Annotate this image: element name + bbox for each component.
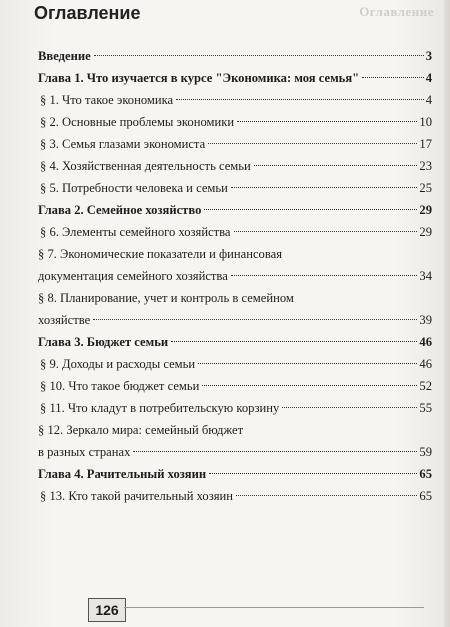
toc-entry-label: хозяйстве <box>38 313 91 327</box>
dot-leader <box>202 385 417 386</box>
dot-leader <box>236 495 417 496</box>
dot-leader <box>231 275 418 276</box>
toc-entry-section-13[interactable] <box>38 485 432 507</box>
toc-entry-label: § 6. Элементы семейного хозяйства <box>40 225 231 239</box>
dot-leader <box>362 77 424 78</box>
toc-entry-page: 55 <box>419 401 432 415</box>
toc-entry-page: 39 <box>419 313 432 327</box>
dot-leader <box>254 165 418 166</box>
toc-entry-section-2[interactable] <box>38 111 432 133</box>
toc-entry-label: § 10. Что такое бюджет семьи <box>40 379 200 393</box>
toc-entry-page: 29 <box>419 225 432 239</box>
toc-entry-section-10[interactable] <box>38 375 432 397</box>
toc-entry-label: документация семейного хозяйства <box>38 269 228 283</box>
dot-leader <box>93 319 417 320</box>
toc-entry-page: 29 <box>419 203 432 217</box>
toc-entry-page: 4 <box>425 93 432 107</box>
toc-entry-label: Глава 1. Что изучается в курсе "Экономика: моя семья" <box>38 71 360 85</box>
toc-entry-chapter-4[interactable] <box>38 463 432 485</box>
toc-entry-label: § 4. Хозяйственная деятельность семьи <box>40 159 251 173</box>
toc-entry-label-first-line: § 8. Планирование, учет и контроль в семейном <box>38 291 294 305</box>
dot-leader <box>234 231 418 232</box>
toc-entry-chapter-2[interactable] <box>38 199 432 221</box>
toc-entry-label: в разных странах <box>38 445 131 459</box>
page-number: 126 <box>88 598 126 622</box>
toc-entry-section-5[interactable] <box>38 177 432 199</box>
toc-entry-label: Введение <box>38 49 91 63</box>
toc-entry-page: 23 <box>419 159 432 173</box>
dot-leader <box>208 143 417 144</box>
toc-entry-label: Глава 4. Рачительный хозяин <box>38 467 207 481</box>
dot-leader <box>204 209 417 210</box>
toc-entry-intro[interactable] <box>38 45 432 67</box>
toc-entry-label: Глава 2. Семейное хозяйство <box>38 203 202 217</box>
toc-entry-chapter-1[interactable] <box>38 67 432 89</box>
toc-entry-section-6[interactable] <box>38 221 432 243</box>
page-title: Оглавление <box>34 3 141 23</box>
page-edge-shadow <box>444 0 450 627</box>
toc-entry-label: § 9. Доходы и расходы семьи <box>40 357 196 371</box>
toc-entry-section-8[interactable] <box>38 287 432 331</box>
toc-entry-section-9[interactable] <box>38 353 432 375</box>
dot-leader <box>231 187 418 188</box>
toc-entry-label: § 13. Кто такой рачительный хозяин <box>40 489 233 503</box>
toc-entry-section-12[interactable] <box>38 419 432 463</box>
toc-entry-page: 34 <box>419 269 432 283</box>
toc-entry-page: 65 <box>419 489 432 503</box>
toc-entry-label: § 3. Семья глазами экономиста <box>40 137 206 151</box>
dot-leader <box>282 407 417 408</box>
toc-entry-label: § 5. Потребности человека и семьи <box>40 181 228 195</box>
toc-entry-page: 25 <box>419 181 432 195</box>
table-of-contents <box>38 45 432 507</box>
dot-leader <box>171 341 417 342</box>
dot-leader <box>94 55 424 56</box>
dot-leader <box>237 121 417 122</box>
toc-entry-page: 65 <box>419 467 432 481</box>
toc-entry-page: 59 <box>419 445 432 459</box>
toc-entry-label-first-line: § 12. Зеркало мира: семейный бюджет <box>38 423 244 437</box>
toc-entry-label: § 2. Основные проблемы экономики <box>40 115 235 129</box>
toc-entry-page: 17 <box>419 137 432 151</box>
dot-leader <box>198 363 417 364</box>
bleed-through-heading: Оглавление <box>359 4 434 19</box>
toc-entry-section-11[interactable] <box>38 397 432 419</box>
toc-entry-label: § 1. Что такое экономика <box>40 93 174 107</box>
dot-leader <box>133 451 417 452</box>
toc-entry-page: 52 <box>419 379 432 393</box>
toc-entry-page: 3 <box>425 49 432 63</box>
toc-entry-section-3[interactable] <box>38 133 432 155</box>
toc-entry-page: 46 <box>419 357 432 371</box>
toc-entry-section-7[interactable] <box>38 243 432 287</box>
toc-entry-section-1[interactable] <box>38 89 432 111</box>
toc-entry-label: § 11. Что кладут в потребительскую корзину <box>40 401 280 415</box>
toc-entry-label: Глава 3. Бюджет семьи <box>38 335 169 349</box>
toc-entry-page: 46 <box>419 335 432 349</box>
toc-entry-page: 10 <box>419 115 432 129</box>
toc-entry-chapter-3[interactable] <box>38 331 432 353</box>
toc-entry-section-4[interactable] <box>38 155 432 177</box>
dot-leader <box>176 99 424 100</box>
footer-rule <box>124 607 424 608</box>
dot-leader <box>209 473 417 474</box>
toc-entry-page: 4 <box>425 71 432 85</box>
toc-entry-label-first-line: § 7. Экономические показатели и финансовая <box>38 247 283 261</box>
